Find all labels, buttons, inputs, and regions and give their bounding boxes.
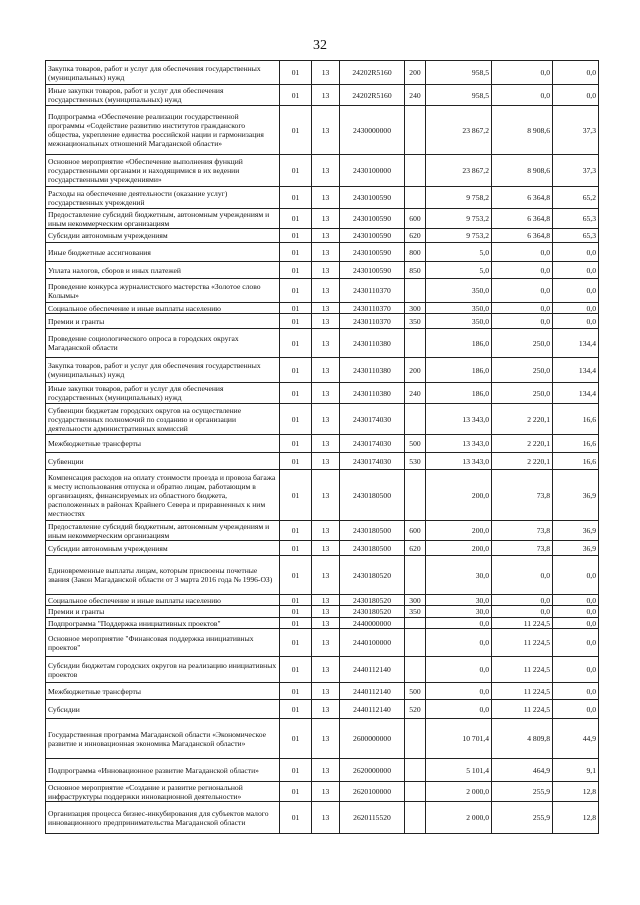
executed-amount-cell: 11 224,5 [492,700,553,719]
planned-amount-cell: 186,0 [426,383,492,404]
executed-amount-cell: 0,0 [492,606,553,618]
row-name-cell: Предоставление субсидий бюджетным, автономным учреждениям и иным некоммерческим организациям [46,521,280,541]
executed-amount-cell: 2 220,1 [492,404,553,435]
execution-percent-cell: 36,9 [553,521,599,541]
row-name-cell: Подпрограмма «Инновационное развитие Магаданской области» [46,759,280,782]
execution-percent-cell: 37,3 [553,155,599,187]
row-name-cell: Основное мероприятие "Финансовая поддержка инициативных проектов" [46,629,280,657]
execution-percent-cell: 134,4 [553,383,599,404]
section-code-cell: 01 [280,314,312,329]
target-article-cell: 2430110380 [340,329,405,358]
expense-type-cell: 800 [405,243,426,262]
planned-amount-cell: 186,0 [426,329,492,358]
row-name-cell: Премии и гранты [46,314,280,329]
planned-amount-cell: 2 000,0 [426,782,492,802]
table-row [46,802,599,834]
table-row [46,629,599,657]
planned-amount-cell: 200,0 [426,521,492,541]
target-article-cell: 2430100590 [340,262,405,279]
section-code-cell: 01 [280,435,312,453]
expense-type-cell [405,404,426,435]
planned-amount-cell: 5,0 [426,262,492,279]
row-name-cell: Закупка товаров, работ и услуг для обеспечения государственных (муниципальных) нужд [46,358,280,383]
expense-type-cell: 350 [405,314,426,329]
expense-type-cell: 240 [405,85,426,106]
table-row [46,435,599,453]
target-article-cell: 2430110380 [340,383,405,404]
execution-percent-cell: 16,6 [553,435,599,453]
table-row [46,61,599,85]
target-article-cell: 2430110380 [340,358,405,383]
target-article-cell: 2620100000 [340,782,405,802]
execution-percent-cell: 134,4 [553,329,599,358]
subsection-code-cell: 13 [312,595,340,606]
execution-percent-cell: 37,3 [553,106,599,155]
execution-percent-cell: 0,0 [553,61,599,85]
subsection-code-cell: 13 [312,683,340,700]
target-article-cell: 2620000000 [340,759,405,782]
target-article-cell: 2430180500 [340,541,405,556]
section-code-cell: 01 [280,782,312,802]
planned-amount-cell: 23 867,2 [426,155,492,187]
row-name-cell: Межбюджетные трансферты [46,435,280,453]
executed-amount-cell: 2 220,1 [492,453,553,470]
row-name-cell: Предоставление субсидий бюджетным, автономным учреждениям и иным некоммерческим организациям [46,209,280,229]
execution-percent-cell: 0,0 [553,279,599,303]
row-name-cell: Субвенции бюджетам городских округов на осуществление государственных полномочий по созданию и организации деятельности административных комиссий [46,404,280,435]
section-code-cell: 01 [280,243,312,262]
section-code-cell: 01 [280,383,312,404]
expense-type-cell: 300 [405,303,426,314]
table-row [46,657,599,683]
expense-type-cell: 530 [405,453,426,470]
target-article-cell: 2430100590 [340,187,405,209]
planned-amount-cell: 13 343,0 [426,453,492,470]
execution-percent-cell: 0,0 [553,262,599,279]
execution-percent-cell: 0,0 [553,314,599,329]
subsection-code-cell: 13 [312,61,340,85]
row-name-cell: Субвенции [46,453,280,470]
subsection-code-cell: 13 [312,155,340,187]
table-row [46,470,599,521]
target-article-cell: 2440112140 [340,657,405,683]
execution-percent-cell: 9,1 [553,759,599,782]
execution-percent-cell: 44,9 [553,719,599,759]
executed-amount-cell: 0,0 [492,61,553,85]
executed-amount-cell: 0,0 [492,262,553,279]
subsection-code-cell: 13 [312,329,340,358]
table-row [46,229,599,243]
execution-percent-cell: 0,0 [553,85,599,106]
section-code-cell: 01 [280,303,312,314]
expense-type-cell: 600 [405,209,426,229]
executed-amount-cell: 255,9 [492,802,553,834]
execution-percent-cell: 16,6 [553,453,599,470]
section-code-cell: 01 [280,700,312,719]
table-row [46,556,599,595]
execution-percent-cell: 0,0 [553,243,599,262]
planned-amount-cell: 200,0 [426,470,492,521]
executed-amount-cell: 250,0 [492,358,553,383]
planned-amount-cell: 30,0 [426,556,492,595]
executed-amount-cell: 255,9 [492,782,553,802]
section-code-cell: 01 [280,279,312,303]
table-row [46,521,599,541]
subsection-code-cell: 13 [312,606,340,618]
executed-amount-cell: 6 364,8 [492,209,553,229]
expense-type-cell: 600 [405,521,426,541]
execution-percent-cell: 0,0 [553,618,599,629]
table-row [46,759,599,782]
row-name-cell: Иные бюджетные ассигнования [46,243,280,262]
expense-type-cell [405,187,426,209]
execution-percent-cell: 65,3 [553,229,599,243]
section-code-cell: 01 [280,155,312,187]
expense-type-cell [405,329,426,358]
target-article-cell: 24202R5160 [340,85,405,106]
row-name-cell: Расходы на обеспечение деятельности (оказание услуг) государственных учреждений [46,187,280,209]
section-code-cell: 01 [280,618,312,629]
row-name-cell: Социальное обеспечение и иные выплаты населению [46,303,280,314]
planned-amount-cell: 30,0 [426,595,492,606]
section-code-cell: 01 [280,521,312,541]
table-row [46,700,599,719]
table-row [46,209,599,229]
target-article-cell: 2430174030 [340,404,405,435]
subsection-code-cell: 13 [312,243,340,262]
section-code-cell: 01 [280,683,312,700]
row-name-cell: Компенсация расходов на оплату стоимости проезда и провоза багажа к месту использования отпуска и обратно лицам, работающим в организациях, финансируемых из областного бюджета, расположенных в районах Крайнего Севера и приравненных к ним местностях [46,470,280,521]
target-article-cell: 2430000000 [340,106,405,155]
row-name-cell: Социальное обеспечение и иные выплаты населению [46,595,280,606]
executed-amount-cell: 11 224,5 [492,618,553,629]
section-code-cell: 01 [280,453,312,470]
expense-type-cell [405,470,426,521]
section-code-cell: 01 [280,106,312,155]
execution-percent-cell: 0,0 [553,303,599,314]
row-name-cell: Субсидии автономным учреждениям [46,541,280,556]
subsection-code-cell: 13 [312,521,340,541]
subsection-code-cell: 13 [312,383,340,404]
section-code-cell: 01 [280,262,312,279]
row-name-cell: Государственная программа Магаданской области «Экономическое развитие и инновационная экономика Магаданской области» [46,719,280,759]
expense-type-cell: 500 [405,435,426,453]
subsection-code-cell: 13 [312,782,340,802]
subsection-code-cell: 13 [312,657,340,683]
subsection-code-cell: 13 [312,187,340,209]
budget-table [45,60,599,834]
execution-percent-cell: 0,0 [553,700,599,719]
expense-type-cell [405,618,426,629]
row-name-cell: Межбюджетные трансферты [46,683,280,700]
execution-percent-cell: 0,0 [553,657,599,683]
row-name-cell: Закупка товаров, работ и услуг для обеспечения государственных (муниципальных) нужд [46,61,280,85]
planned-amount-cell: 0,0 [426,629,492,657]
executed-amount-cell: 6 364,8 [492,187,553,209]
row-name-cell: Уплата налогов, сборов и иных платежей [46,262,280,279]
table-row [46,541,599,556]
target-article-cell: 2440112140 [340,700,405,719]
executed-amount-cell: 11 224,5 [492,683,553,700]
planned-amount-cell: 5,0 [426,243,492,262]
table-row [46,595,599,606]
target-article-cell: 2430174030 [340,435,405,453]
table-row [46,329,599,358]
executed-amount-cell: 8 908,6 [492,106,553,155]
planned-amount-cell: 200,0 [426,541,492,556]
table-row [46,243,599,262]
expense-type-cell: 350 [405,606,426,618]
execution-percent-cell: 65,3 [553,209,599,229]
row-name-cell: Единовременные выплаты лицам, которым присвоены почетные звания (Закон Магаданской области от 3 марта 2016 года № 1996-ОЗ) [46,556,280,595]
executed-amount-cell: 0,0 [492,595,553,606]
executed-amount-cell: 73,8 [492,470,553,521]
subsection-code-cell: 13 [312,453,340,470]
expense-type-cell: 500 [405,683,426,700]
subsection-code-cell: 13 [312,618,340,629]
subsection-code-cell: 13 [312,314,340,329]
executed-amount-cell: 4 809,8 [492,719,553,759]
subsection-code-cell: 13 [312,802,340,834]
section-code-cell: 01 [280,187,312,209]
section-code-cell: 01 [280,229,312,243]
expense-type-cell: 200 [405,61,426,85]
table-row [46,404,599,435]
section-code-cell: 01 [280,759,312,782]
section-code-cell: 01 [280,595,312,606]
execution-percent-cell: 12,8 [553,782,599,802]
executed-amount-cell: 6 364,8 [492,229,553,243]
table-row [46,358,599,383]
subsection-code-cell: 13 [312,262,340,279]
row-name-cell: Иные закупки товаров, работ и услуг для обеспечения государственных (муниципальных) нужд [46,85,280,106]
target-article-cell: 2620115520 [340,802,405,834]
target-article-cell: 2600000000 [340,719,405,759]
executed-amount-cell: 73,8 [492,541,553,556]
executed-amount-cell: 250,0 [492,329,553,358]
table-row [46,279,599,303]
executed-amount-cell: 2 220,1 [492,435,553,453]
subsection-code-cell: 13 [312,404,340,435]
subsection-code-cell: 13 [312,470,340,521]
expense-type-cell [405,719,426,759]
planned-amount-cell: 958,5 [426,85,492,106]
expense-type-cell [405,657,426,683]
planned-amount-cell: 9 753,2 [426,229,492,243]
table-row [46,453,599,470]
target-article-cell: 2430110370 [340,303,405,314]
subsection-code-cell: 13 [312,435,340,453]
row-name-cell: Субсидии [46,700,280,719]
executed-amount-cell: 8 908,6 [492,155,553,187]
executed-amount-cell: 464,9 [492,759,553,782]
planned-amount-cell: 23 867,2 [426,106,492,155]
planned-amount-cell: 13 343,0 [426,435,492,453]
row-name-cell: Проведение социологического опроса в городских округах Магаданской области [46,329,280,358]
execution-percent-cell: 36,9 [553,541,599,556]
planned-amount-cell: 0,0 [426,683,492,700]
execution-percent-cell: 0,0 [553,606,599,618]
execution-percent-cell: 36,9 [553,470,599,521]
section-code-cell: 01 [280,61,312,85]
table-row [46,606,599,618]
subsection-code-cell: 13 [312,358,340,383]
planned-amount-cell: 0,0 [426,657,492,683]
row-name-cell: Проведение конкурса журналистского мастерства «Золотое слово Колымы» [46,279,280,303]
target-article-cell: 2440112140 [340,683,405,700]
target-article-cell: 2430180500 [340,470,405,521]
planned-amount-cell: 186,0 [426,358,492,383]
target-article-cell: 2440000000 [340,618,405,629]
execution-percent-cell: 0,0 [553,595,599,606]
subsection-code-cell: 13 [312,85,340,106]
target-article-cell: 24202R5160 [340,61,405,85]
planned-amount-cell: 0,0 [426,618,492,629]
subsection-code-cell: 13 [312,541,340,556]
table-row [46,155,599,187]
planned-amount-cell: 5 101,4 [426,759,492,782]
subsection-code-cell: 13 [312,279,340,303]
row-name-cell: Субсидии автономным учреждениям [46,229,280,243]
planned-amount-cell: 350,0 [426,314,492,329]
section-code-cell: 01 [280,358,312,383]
row-name-cell: Иные закупки товаров, работ и услуг для обеспечения государственных (муниципальных) нужд [46,383,280,404]
planned-amount-cell: 350,0 [426,279,492,303]
target-article-cell: 2430174030 [340,453,405,470]
target-article-cell: 2430180500 [340,521,405,541]
section-code-cell: 01 [280,404,312,435]
target-article-cell: 2430100590 [340,229,405,243]
subsection-code-cell: 13 [312,209,340,229]
section-code-cell: 01 [280,470,312,521]
table-row [46,187,599,209]
planned-amount-cell: 350,0 [426,303,492,314]
planned-amount-cell: 30,0 [426,606,492,618]
row-name-cell: Субсидии бюджетам городских округов на реализацию инициативных проектов [46,657,280,683]
expense-type-cell [405,782,426,802]
section-code-cell: 01 [280,85,312,106]
row-name-cell: Премии и гранты [46,606,280,618]
target-article-cell: 2430100590 [340,209,405,229]
execution-percent-cell: 16,6 [553,404,599,435]
target-article-cell: 2430110370 [340,279,405,303]
planned-amount-cell: 2 000,0 [426,802,492,834]
executed-amount-cell: 73,8 [492,521,553,541]
target-article-cell: 2430100590 [340,243,405,262]
executed-amount-cell: 0,0 [492,85,553,106]
row-name-cell: Подпрограмма "Поддержка инициативных проектов" [46,618,280,629]
target-article-cell: 2430100000 [340,155,405,187]
row-name-cell: Подпрограмма «Обеспечение реализации государственной программы «Содействие развитию институтов гражданского общества, укрепление единства российской нации и гармонизация межнациональных отношений Магаданской области» [46,106,280,155]
subsection-code-cell: 13 [312,759,340,782]
planned-amount-cell: 958,5 [426,61,492,85]
subsection-code-cell: 13 [312,556,340,595]
executed-amount-cell: 0,0 [492,303,553,314]
executed-amount-cell: 0,0 [492,243,553,262]
planned-amount-cell: 13 343,0 [426,404,492,435]
section-code-cell: 01 [280,657,312,683]
execution-percent-cell: 0,0 [553,629,599,657]
executed-amount-cell: 11 224,5 [492,629,553,657]
planned-amount-cell: 0,0 [426,700,492,719]
expense-type-cell [405,629,426,657]
section-code-cell: 01 [280,556,312,595]
execution-percent-cell: 12,8 [553,802,599,834]
expense-type-cell: 240 [405,383,426,404]
row-name-cell: Организация процесса бизнес-инкубирования для субъектов малого инновационного предпринимательства Магаданской области [46,802,280,834]
section-code-cell: 01 [280,802,312,834]
row-name-cell: Основное мероприятие «Создание и развитие региональной инфраструктуры поддержки инновационной деятельности» [46,782,280,802]
expense-type-cell [405,155,426,187]
section-code-cell: 01 [280,719,312,759]
table-row [46,262,599,279]
table-row [46,782,599,802]
section-code-cell: 01 [280,606,312,618]
table-row [46,85,599,106]
executed-amount-cell: 0,0 [492,314,553,329]
planned-amount-cell: 9 753,2 [426,209,492,229]
expense-type-cell [405,556,426,595]
execution-percent-cell: 134,4 [553,358,599,383]
execution-percent-cell: 0,0 [553,683,599,700]
expense-type-cell: 620 [405,229,426,243]
executed-amount-cell: 0,0 [492,279,553,303]
section-code-cell: 01 [280,209,312,229]
executed-amount-cell: 250,0 [492,383,553,404]
planned-amount-cell: 9 758,2 [426,187,492,209]
target-article-cell: 2430110370 [340,314,405,329]
subsection-code-cell: 13 [312,629,340,657]
section-code-cell: 01 [280,629,312,657]
table-row [46,618,599,629]
table-row [46,314,599,329]
executed-amount-cell: 0,0 [492,556,553,595]
target-article-cell: 2430180520 [340,556,405,595]
execution-percent-cell: 0,0 [553,556,599,595]
expense-type-cell [405,279,426,303]
subsection-code-cell: 13 [312,303,340,314]
subsection-code-cell: 13 [312,106,340,155]
page-number: 32 [313,38,327,53]
executed-amount-cell: 11 224,5 [492,657,553,683]
section-code-cell: 01 [280,541,312,556]
expense-type-cell: 200 [405,358,426,383]
target-article-cell: 2440100000 [340,629,405,657]
expense-type-cell: 850 [405,262,426,279]
table-row [46,106,599,155]
expense-type-cell: 300 [405,595,426,606]
subsection-code-cell: 13 [312,229,340,243]
table-row [46,303,599,314]
expense-type-cell [405,759,426,782]
planned-amount-cell: 10 701,4 [426,719,492,759]
subsection-code-cell: 13 [312,719,340,759]
expense-type-cell [405,802,426,834]
target-article-cell: 2430180520 [340,606,405,618]
section-code-cell: 01 [280,329,312,358]
expense-type-cell [405,106,426,155]
execution-percent-cell: 65,2 [553,187,599,209]
table-row [46,383,599,404]
row-name-cell: Основное мероприятие «Обеспечение выполнения функций государственными органами и находящимися в их ведении государственными учреждениями» [46,155,280,187]
expense-type-cell: 620 [405,541,426,556]
table-row [46,683,599,700]
subsection-code-cell: 13 [312,700,340,719]
expense-type-cell: 520 [405,700,426,719]
table-row [46,719,599,759]
target-article-cell: 2430180520 [340,595,405,606]
